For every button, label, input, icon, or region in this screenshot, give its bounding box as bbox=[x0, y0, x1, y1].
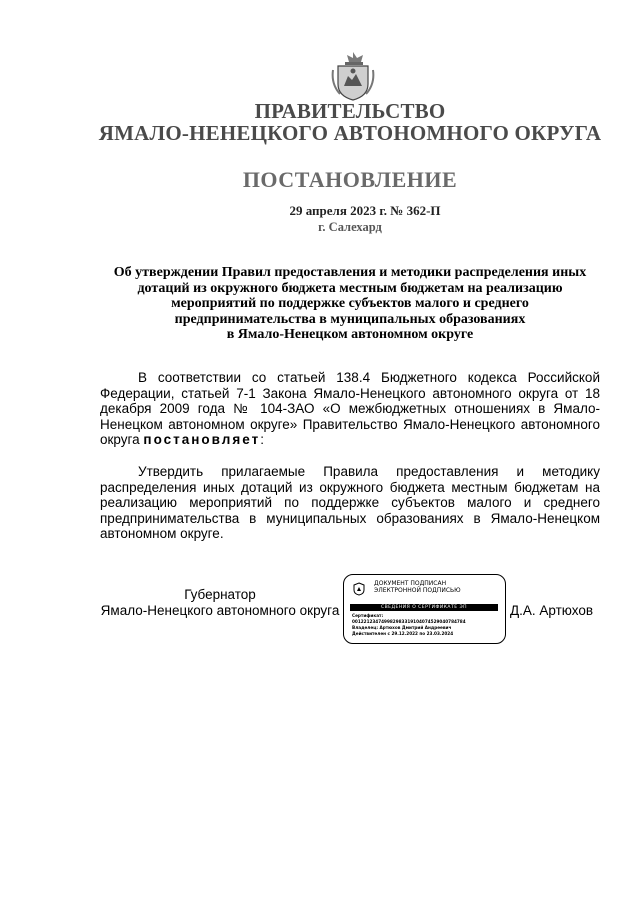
resolution-paragraph: Утвердить прилагаемые Правила предоставления и методику распределения иных дотаций из окружного бюджета местным бюджетам на реализацию мероприятий по поддержке субъектов малого и среднего предпринимательства в муниципальных образованиях в Ямало-Ненецком автономном округе. bbox=[100, 464, 600, 541]
preamble-colon: : bbox=[260, 432, 264, 447]
title-line: Об утверждении Правил предоставления и методики распределения иных bbox=[113, 265, 587, 280]
preamble-paragraph bbox=[100, 370, 600, 448]
stamp-heading bbox=[374, 580, 461, 594]
city: г. Салехард bbox=[318, 220, 382, 234]
position-line2: Ямало-Ненецкого автономного округа bbox=[100, 603, 340, 618]
title-line: предпринимательства в муниципальных образованиях bbox=[174, 311, 526, 327]
cert-label: Сертификат: bbox=[352, 613, 384, 618]
stamp-heading-line2: ЭЛЕКТРОННОЙ ПОДПИСЬЮ bbox=[374, 587, 461, 594]
emblem-icon bbox=[352, 582, 366, 596]
cert-owner: Владелец: Артюхов Дмитрий Андреевич bbox=[352, 625, 452, 630]
cert-number: 00122123474998298331910407452904078478​4 bbox=[352, 619, 466, 624]
title-line: мероприятий по поддержке субъектов малого и среднего bbox=[171, 296, 529, 312]
org-name-line2: ЯМАЛО-НЕНЕЦКОГО АВТОНОМНОГО ОКРУГА bbox=[98, 121, 602, 145]
position-line1: Губернатор bbox=[184, 587, 256, 602]
coat-of-arms-icon bbox=[330, 50, 376, 102]
signatory-position bbox=[100, 587, 340, 619]
cert-validity: Действителен с 29.12.2022 по 23.03.2024 bbox=[352, 631, 454, 636]
document-title bbox=[100, 265, 600, 343]
stamp-certificate-bar: СВЕДЕНИЯ О СЕРТИФИКАТЕ ЭП bbox=[350, 604, 498, 611]
resolves-keyword: постановляет bbox=[143, 432, 261, 447]
preamble-text: В соответствии со статьей 138.4 Бюджетного кодекса Российской Федерации, статьей 7-1 Закона Ямало-Ненецкого автономного округа от 18 декабря 2009 года № 104-ЗАО «О межбюджетных отношениях в Ямало-Ненецком автономном округе» Правительство Ямало-Ненецкого автономного округа bbox=[100, 370, 600, 447]
stamp-certificate-info bbox=[352, 613, 466, 637]
stamp-heading-line1: ДОКУМЕНТ ПОДПИСАН bbox=[374, 580, 447, 587]
electronic-signature-stamp bbox=[343, 574, 506, 644]
document-type: ПОСТАНОВЛЕНИЕ bbox=[242, 167, 458, 192]
title-line: дотаций из окружного бюджета местным бюджетам на реализацию bbox=[137, 280, 563, 296]
org-name-line1: ПРАВИТЕЛЬСТВО bbox=[254, 99, 446, 123]
signer-name: Д.А. Артюхов bbox=[510, 603, 594, 618]
date-number: 29 апреля 2023 г. № 362-П bbox=[289, 203, 441, 218]
title-line: в Ямало-Ненецком автономном округе bbox=[226, 327, 474, 343]
